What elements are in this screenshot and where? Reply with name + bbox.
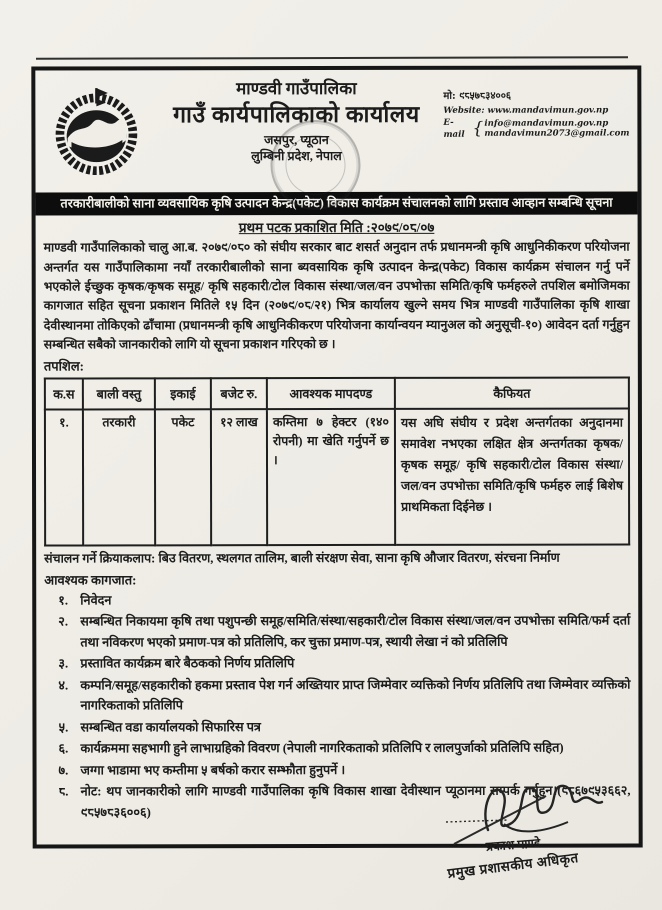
list-item <box>58 611 630 653</box>
address-line1: जसपुर, प्यूठान <box>264 133 329 148</box>
item-number: ६. <box>58 741 69 756</box>
email-line <box>443 116 629 141</box>
required-documents-label: आवश्यक कागजात: <box>44 572 137 588</box>
published-date-line: प्रथम पटक प्रकाशित मिति :२०७९/०८/०७ <box>238 220 435 236</box>
document-frame <box>31 65 642 848</box>
header-budget: बजेट रु. <box>211 378 267 409</box>
list-item <box>58 674 630 716</box>
office-name: गाउँ कार्यपालिकाको कार्यालय <box>173 102 420 128</box>
page-top-rule <box>36 56 628 60</box>
header-sn: क.स <box>45 379 83 410</box>
emblem-icon <box>48 82 144 178</box>
signature-block <box>388 778 638 881</box>
address-line2: लुम्बिनी प्रदेश, नेपाल <box>251 148 342 163</box>
item-number: १. <box>58 593 69 608</box>
list-item <box>58 738 630 759</box>
list-item <box>58 653 630 674</box>
item-text: प्रस्तावित कार्यक्रम बारे बैठकको निर्णय प्रतिलिपि <box>80 656 295 671</box>
header-criteria: आवश्यक मापदण्ड <box>267 378 395 409</box>
activities-line <box>44 549 630 569</box>
website-label: Website: <box>443 105 485 116</box>
email-address-1: info@mandavimun.gov.np <box>484 118 609 129</box>
cell-unit: पकेट <box>155 409 211 545</box>
brace-glyph: { <box>472 118 484 139</box>
item-number: २. <box>58 614 69 629</box>
cell-sn: १. <box>45 410 83 546</box>
item-text: नोट: थप जानकारीको लागि माण्डवी गाउँपालिका कृषि विकास शाखा देवीस्थान प्यूठानमा सम्पर्क गर्नुहुन।(९८६७९५३६६२, ९८५७८३६००६) <box>80 783 631 820</box>
item-number: ८. <box>58 784 69 799</box>
website-line <box>443 104 629 117</box>
table-header-row <box>45 378 629 410</box>
cell-crop: तरकारी <box>83 409 155 545</box>
cell-budget: १२ लाख <box>211 409 267 545</box>
item-text: सम्बन्धित निकायमा कृषि तथा पशुपन्छी समूह/समिति/संस्था/सहकारी/टोल विकास संस्था/जल/वन उपभोक्ता समिति/फर्म दर्ता तथा नविकरण भएको प्रमाण-पत्र को प्रतिलिपि, कर चुक्ता प्रमाण-पत्र, स्थायी लेखा नं को प्रतिलिपि <box>80 613 631 650</box>
header-unit: इकाई <box>155 378 211 409</box>
signatory-name: प्रकाश पाण्डे <box>485 836 541 854</box>
contact-block <box>443 73 629 141</box>
item-text: कार्यक्रममा सहभागी हुने लाभाग्रहिको विवरण (नेपाली नागरिकताको प्रतिलिपि र लालपुर्जाको प्रतिलिपि सहित) <box>80 740 564 756</box>
municipality-name: माण्डवी गाउँपालिका <box>236 78 357 99</box>
header-remarks: कैफियत <box>395 378 629 409</box>
table-row <box>45 409 629 546</box>
notice-body-paragraph: माण्डवी गाउँपालिकाको चालु आ.ब. २०७९/०८० को संघीय सरकार बाट शसर्त अनुदान तर्फ प्रधानमन्त्री कृषि आधुनिकीकरण परियोजना अन्तर्गत यस गाउँपालिकामा नयाँ तरकारीबालीको साना ब्यवसायिक कृषि उत्पादन केन्द्र(पकेट) विकास कार्यक्रम संचालन गर्नु पर्ने भएकोले ईच्छुक कृषक/कृषक समूह/ कृषि सहकारी/टोल विकास संस्था/जल/वन उपभोक्ता समिति/कृषि फर्महरुले तपशिल बमोजिमका कागजात सहित सूचना प्रकाशन मितिले १५ दिन (२०७९/०८/२१) भित्र कार्यालय खुल्ने समय भित्र माण्डवी गाउँपालिका कृषि शाखा देवीस्थानमा तोकिएको ढाँचामा (प्रधानमन्त्री कृषि आधुनिकीकरण परियोजना कार्यान्वयन म्यानुअल को अनुसूची-१०) आवेदन दर्ता गर्नुहुन सम्बन्धित सबैको जानकारीको लागि यो सूचना प्रकाशन गरिएको छ । <box>43 239 630 352</box>
item-number: ७. <box>58 763 69 778</box>
list-item <box>58 716 630 737</box>
header-crop: बाली वस्तु <box>83 378 155 409</box>
activities-text: बिउ वितरण, स्थलगत तालिम, बाली संरक्षण सेवा, साना कृषि औजार वितरण, संरचना निर्माण <box>155 550 560 566</box>
notice-title-bar: तरकारीबालीको साना व्यवसायिक कृषि उत्पादन केन्द्र(पकेट) विकास कार्यक्रम संचालनको लागि प्रस्ताव आव्हान सम्बन्धि सूचना <box>36 191 638 215</box>
specification-table <box>44 377 630 547</box>
phone-number: मो: ९८५७८३४००६ <box>443 90 512 102</box>
item-number: ४. <box>58 678 69 693</box>
item-number: ५. <box>58 720 69 735</box>
letterhead-center <box>149 74 443 165</box>
item-text: सम्बन्धित वडा कार्यालयको सिफारिस पत्र <box>80 720 261 735</box>
cell-criteria: कम्तिमा ७ हेक्टर (१४० रोपनी) मा खेति गर्नुपर्ने छ । <box>267 409 395 545</box>
item-text: कम्पनि/समूह/सहकारीको हकमा प्रस्ताव पेश गर्न अख्तियार प्राप्त जिम्मेवार व्यक्तिको निर्णय प्रतिलिपि तथा जिम्मेवार व्यक्तिको नागरिकताको प्रतिलिपि <box>80 677 631 713</box>
item-text: जग्गा भाडामा भए कम्तीमा ५ बर्षको करार सम्झौता हुनुपर्ने । <box>80 762 346 778</box>
email-address-2: mandavimun2073@gmail.com <box>484 128 630 140</box>
letterhead <box>43 73 629 190</box>
cell-remarks: यस अघि संघीय र प्रदेश अन्तर्गतका अनुदानमा समावेश नभएका लक्षित क्षेत्र अन्तर्गतका कृषक/कृषक समूह/ कृषि सहकारी/टोल विकास संस्था/जल/वन उपभोक्ता समिति/कृषि फर्महरु लाई बिशेष प्राथमिकता दिईनेछ । <box>395 409 629 545</box>
website-url: www.mandavimun.gov.np <box>487 105 609 116</box>
email-label: E-mail <box>443 117 465 141</box>
signatory-title: प्रमुख प्रशासकीय अधिकृत <box>446 850 580 881</box>
item-number: ३. <box>58 656 69 671</box>
details-label: तपशिल: <box>43 358 85 374</box>
nepal-emblem-logo <box>43 74 149 178</box>
list-item <box>58 589 630 610</box>
item-text: निवेदन <box>80 593 112 608</box>
activities-label: संचालन गर्ने क्रियाकलाप: <box>44 551 156 566</box>
